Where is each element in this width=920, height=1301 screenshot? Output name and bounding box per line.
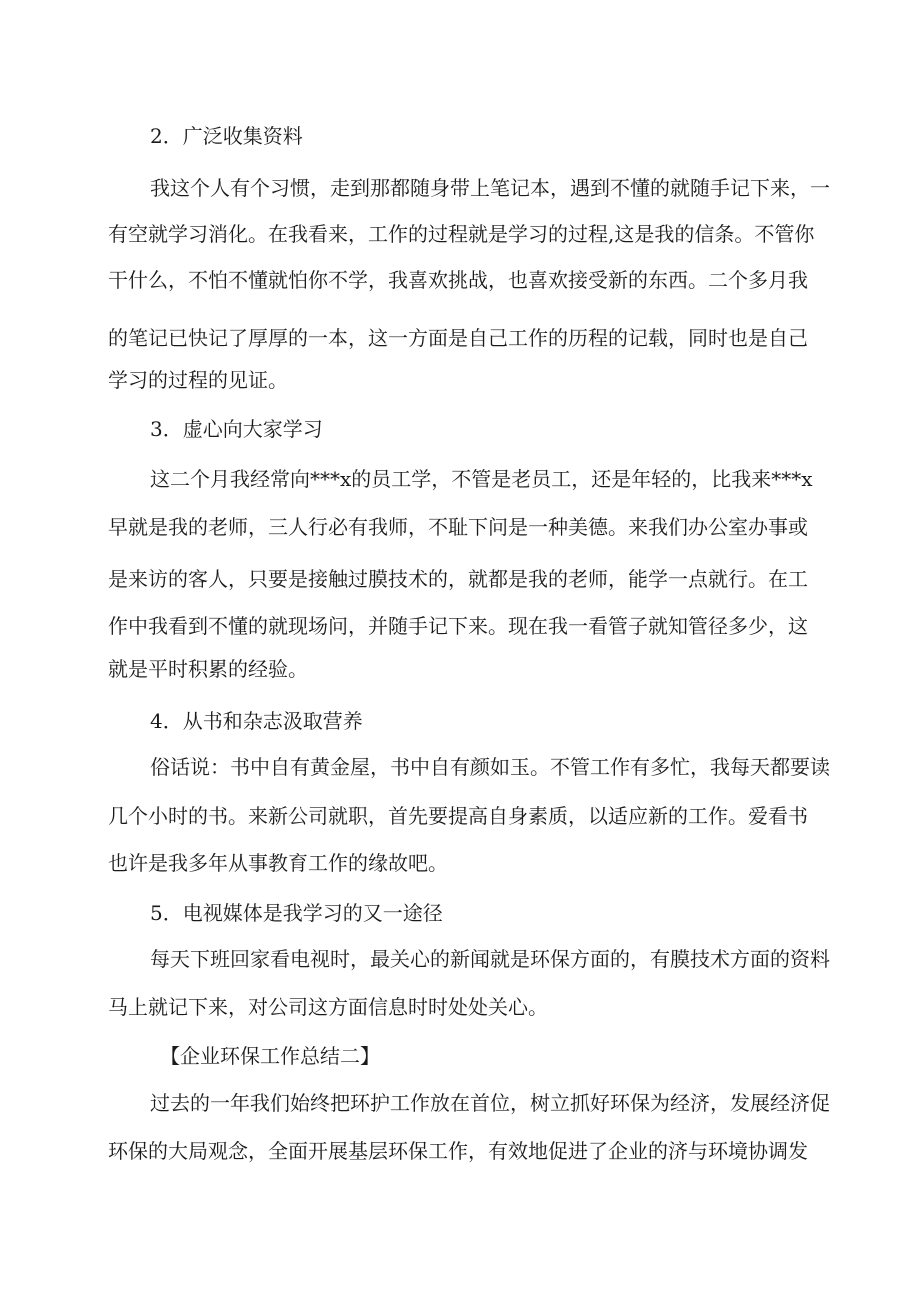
section-heading: 5．电视媒体是我学习的又一途径 <box>150 901 443 925</box>
paragraph-line: 早就是我的老师，三人行必有我师，不耻下问是一种美德。来我们办公室办事或 <box>108 515 808 539</box>
paragraph-line: 过去的一年我们始终把环护工作放在首位，树立抓好环保为经济，发展经济促 <box>150 1091 830 1115</box>
paragraph-line: 马上就记下来，对公司这方面信息时时处处关心。 <box>108 995 548 1019</box>
paragraph-line: 俗话说：书中自有黄金屋，书中自有颜如玉。不管工作有多忙，我每天都要读 <box>150 755 830 779</box>
paragraph-line: 环保的大局观念，全面开展基层环保工作，有效地促进了企业的济与环境协调发 <box>108 1139 808 1163</box>
paragraph-line: 这二个月我经常向***x的员工学，不管是老员工，还是年轻的，比我来***x <box>150 467 813 491</box>
paragraph-line: 有空就学习消化。在我看来，工作的过程就是学习的过程,这是我的信条。不管你 <box>108 222 815 246</box>
paragraph-line: 学习的过程的见证。 <box>108 368 288 392</box>
paragraph-line: 每天下班回家看电视时，最关心的新闻就是环保方面的，有膜技术方面的资料 <box>150 947 830 971</box>
paragraph-line: 就是平时积累的经验。 <box>108 657 308 681</box>
paragraph-line: 也许是我多年从事教育工作的缘故吧。 <box>108 851 448 875</box>
section-heading: 3．虚心向大家学习 <box>150 417 323 441</box>
section-heading: 2．广泛收集资料 <box>150 124 303 148</box>
paragraph-line: 我这个人有个习惯，走到那都随身带上笔记本，遇到不懂的就随手记下来，一 <box>150 176 830 200</box>
paragraph-line: 的笔记已快记了厚厚的一本，这一方面是自己工作的历程的记载，同时也是自己 <box>108 326 808 350</box>
paragraph-line: 几个小时的书。来新公司就职，首先要提高自身素质，以适应新的工作。爱看书 <box>108 804 808 828</box>
section-heading: 【企业环保工作总结二】 <box>160 1044 380 1068</box>
paragraph-line: 作中我看到不懂的就现场问，并随手记下来。现在我一看管子就知管径多少，这 <box>108 614 808 638</box>
paragraph-line: 干什么，不怕不懂就怕你不学，我喜欢挑战，也喜欢接受新的东西。二个多月我 <box>108 268 808 292</box>
paragraph-line: 是来访的客人，只要是接触过膜技术的，就都是我的老师，能学一点就行。在工 <box>108 567 808 591</box>
section-heading: 4．从书和杂志汲取营养 <box>150 709 363 733</box>
